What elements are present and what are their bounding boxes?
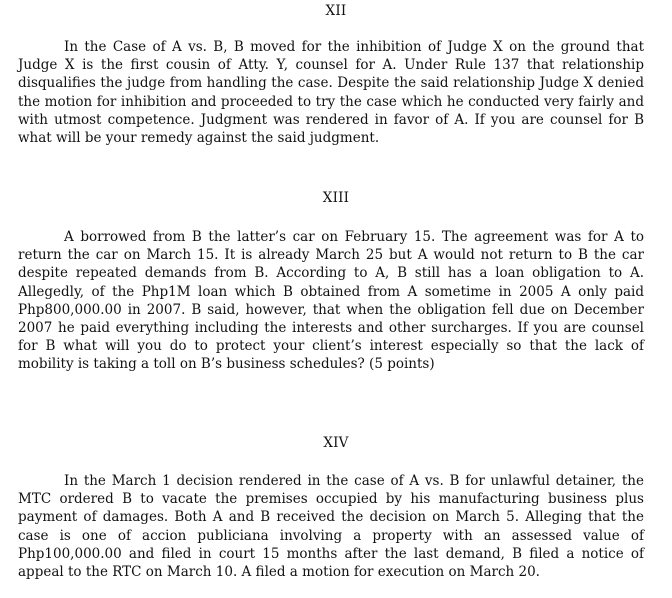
section-heading-xiv: XIV: [323, 435, 349, 451]
question-paragraph-xii: In the Case of A vs. B, B moved for the inhibition of Judge X on the ground that Judge X is the first cousin of Atty. Y, counsel for A. Under Rule 137 that relationship disqualifies the judge from handling the case. Despite the said relationship Judge X denied the motion for inhibition and proceeded to try the case which he conducted very fairly and with utmost competence. Judgment was rendered in favor of A. If you are counsel for B what will be your remedy against the said judgment.: [18, 39, 644, 147]
question-paragraph-xiii: A borrowed from B the latter’s car on February 15. The agreement was for A to return the car on March 15. It is already March 25 but A would not return to B the car despite repeated demands from B. According to A, B still has a loan obligation to A. Allegedly, of the Php1M loan which B obtained from A sometime in 2005 A only paid Php800,000.00 in 2007. B said, however, that when the obligation fell due on December 2007 he paid everything including the interests and other surcharges. If you are counsel for B what will you do to protect your client’s interest especially so that the lack of mobility is taking a toll on B’s business schedules? (5 points): [18, 229, 644, 373]
section-heading-xiii: XIII: [322, 190, 350, 206]
question-paragraph-xiv: In the March 1 decision rendered in the case of A vs. B for unlawful detainer, the MTC ordered B to vacate the premises occupied by his manufacturing business plus payment of damages. Both A and B received the decision on March 5. Alleging that the case is one of accion publiciana involving a property with an assessed value of Php100,000.00 and filed in court 15 months after the last demand, B filed a notice of appeal to the RTC on March 10. A filed a motion for execution on March 20.: [18, 473, 644, 581]
section-heading-xii: XII: [325, 3, 347, 19]
